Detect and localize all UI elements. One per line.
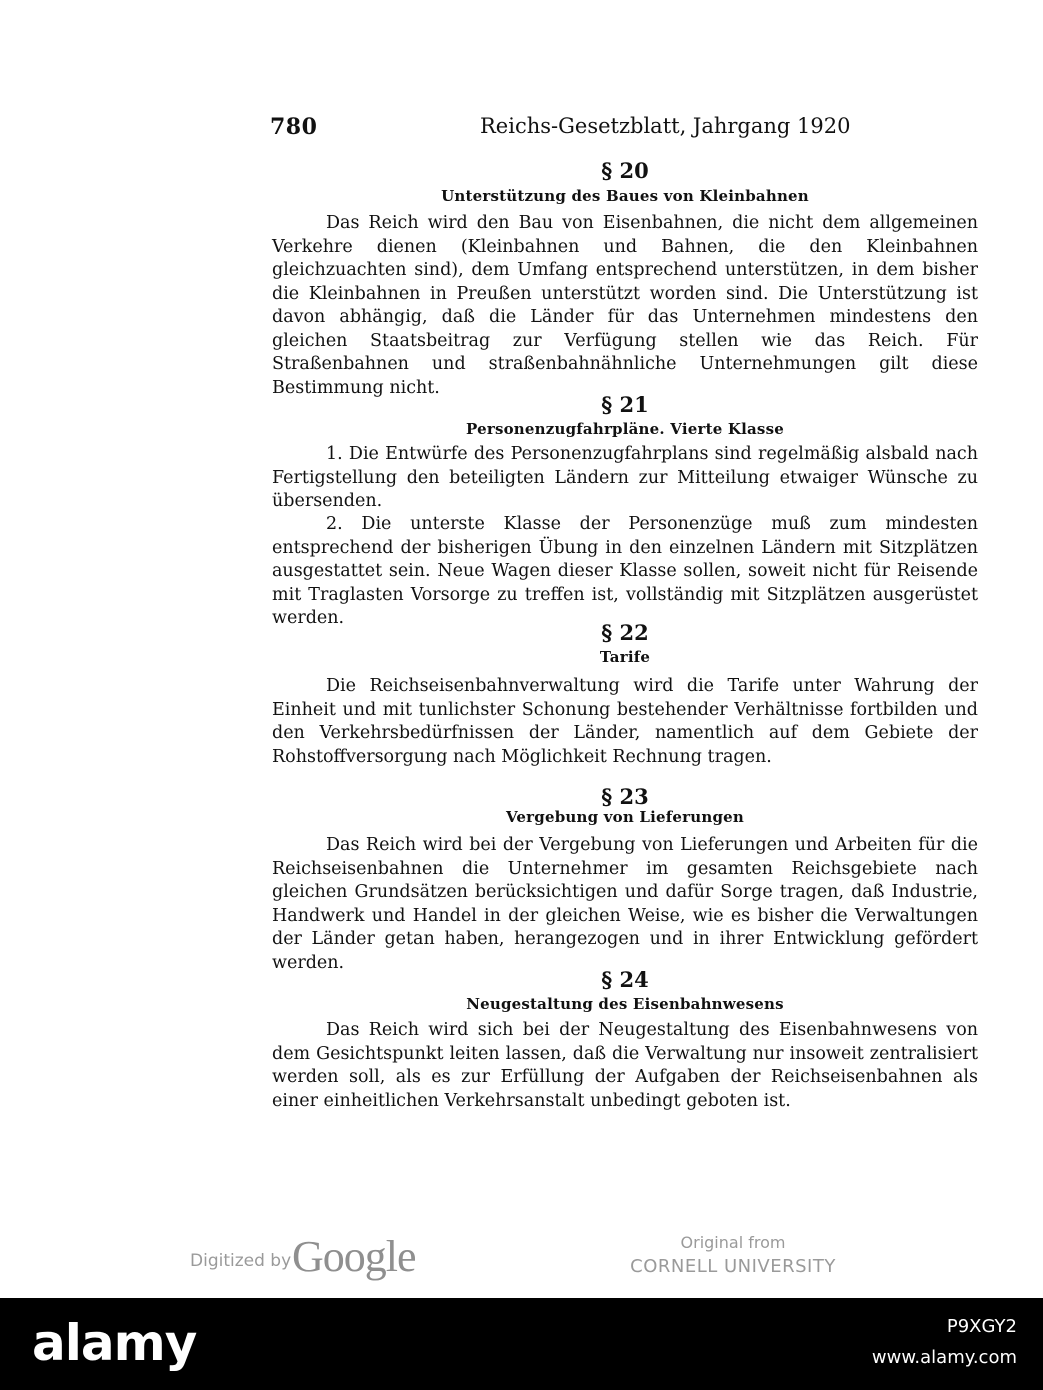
section-22-number: § 22 xyxy=(601,620,649,645)
section-21-paragraph-1: 1. Die Entwürfe des Personenzugfahrplans sind regelmäßig alsbald nach Fertigstellung den beteiligten Ländern zur Mitteilung etwaiger Wünsche zu übersenden. xyxy=(272,444,978,511)
section-22-paragraph: Die Reichseisenbahnverwaltung wird die Tarife unter Wahrung der Einheit und mit tunlichster Schonung bestehender Verhältnisse fortbilden und den Verkehrsbedürfnissen der Länder, namentlich auf dem Gebiete der Rohstoffversorgung nach Möglichkeit Rechnung tragen. xyxy=(272,676,978,767)
page-header xyxy=(270,114,980,144)
source-credit xyxy=(628,1233,838,1277)
digitized-by-label: Digitized by xyxy=(190,1251,292,1271)
section-24-number: § 24 xyxy=(601,967,649,992)
stock-meta xyxy=(872,1316,1017,1368)
running-title: Reichs-Gesetzblatt, Jahrgang 1920 xyxy=(480,114,851,138)
section-23-number: § 23 xyxy=(601,784,649,809)
page-number: 780 xyxy=(270,114,318,140)
google-logo: Google xyxy=(292,1232,416,1281)
stock-watermark-bar xyxy=(0,1298,1043,1390)
original-from-label: Original from xyxy=(680,1233,786,1252)
digitization-footer xyxy=(0,1225,1043,1285)
alamy-logo: alamy xyxy=(32,1314,197,1372)
section-20-title: Unterstützung des Baues von Kleinbahnen xyxy=(441,187,809,205)
section-22-title: Tarife xyxy=(599,648,651,666)
section-21-paragraph-2: 2. Die unterste Klasse der Personenzüge muß zum mindesten entsprechend der bisherigen Übung in den einzelnen Ländern mit Sitzplätzen ausgestattet sein. Neue Wagen dieser Klasse sollen, soweit nicht für Reisende mit Traglasten Vorsorge zu treffen ist, vollständig mit Sitzplätzen ausgerüstet werden. xyxy=(272,514,978,628)
institution-name: CORNELL UNIVERSITY xyxy=(630,1256,836,1277)
section-21-title: Personenzugfahrpläne. Vierte Klasse xyxy=(466,420,784,438)
stock-image-id: P9XGY2 xyxy=(946,1316,1017,1337)
section-24-title: Neugestaltung des Eisenbahnwesens xyxy=(466,995,784,1013)
section-20-paragraph: Das Reich wird den Bau von Eisenbahnen, die nicht dem allgemeinen Verkehre dienen (Kleinbahnen und Bahnen, die den Kleinbahnen gleichzuachten sind), dem Umfang entsprechend unterstützen, in dem bisher die Kleinbahnen in Preußen unterstützt worden sind. Die Unterstützung ist davon abhängig, daß die Länder für das Unternehmen mindestens den gleichen Staatsbeitrag zur Verfügung stellen wie das Reich. Für Straßenbahnen und straßenbahnähnliche Unternehmungen gilt diese Bestimmung nicht. xyxy=(272,213,978,398)
section-23-title: Vergebung von Lieferungen xyxy=(505,808,745,826)
section-20-number: § 20 xyxy=(601,158,649,183)
section-23-paragraph: Das Reich wird bei der Vergebung von Lieferungen und Arbeiten für die Reichseisenbahnen die Unternehmer im gesamten Reichsgebiete nach gleichen Grundsätzen berücksichtigen und dafür Sorge tragen, daß Industrie, Handwerk und Handel in der gleichen Weise, wie es bisher die Verwaltungen der Länder getan haben, herangezogen und in ihrer Entwicklung gefördert werden. xyxy=(272,835,978,973)
section-21-number: § 21 xyxy=(601,392,649,417)
stock-url: www.alamy.com xyxy=(871,1347,1017,1368)
section-24-paragraph: Das Reich wird sich bei der Neugestaltung des Eisenbahnwesens von dem Gesichtspunkt leiten lassen, daß die Verwaltung nur insoweit zentralisiert werden soll, als es zur Erfüllung der Aufgaben der Reichseisenbahnen als einer einheitlichen Verkehrsanstalt unbedingt geboten ist. xyxy=(272,1020,978,1111)
